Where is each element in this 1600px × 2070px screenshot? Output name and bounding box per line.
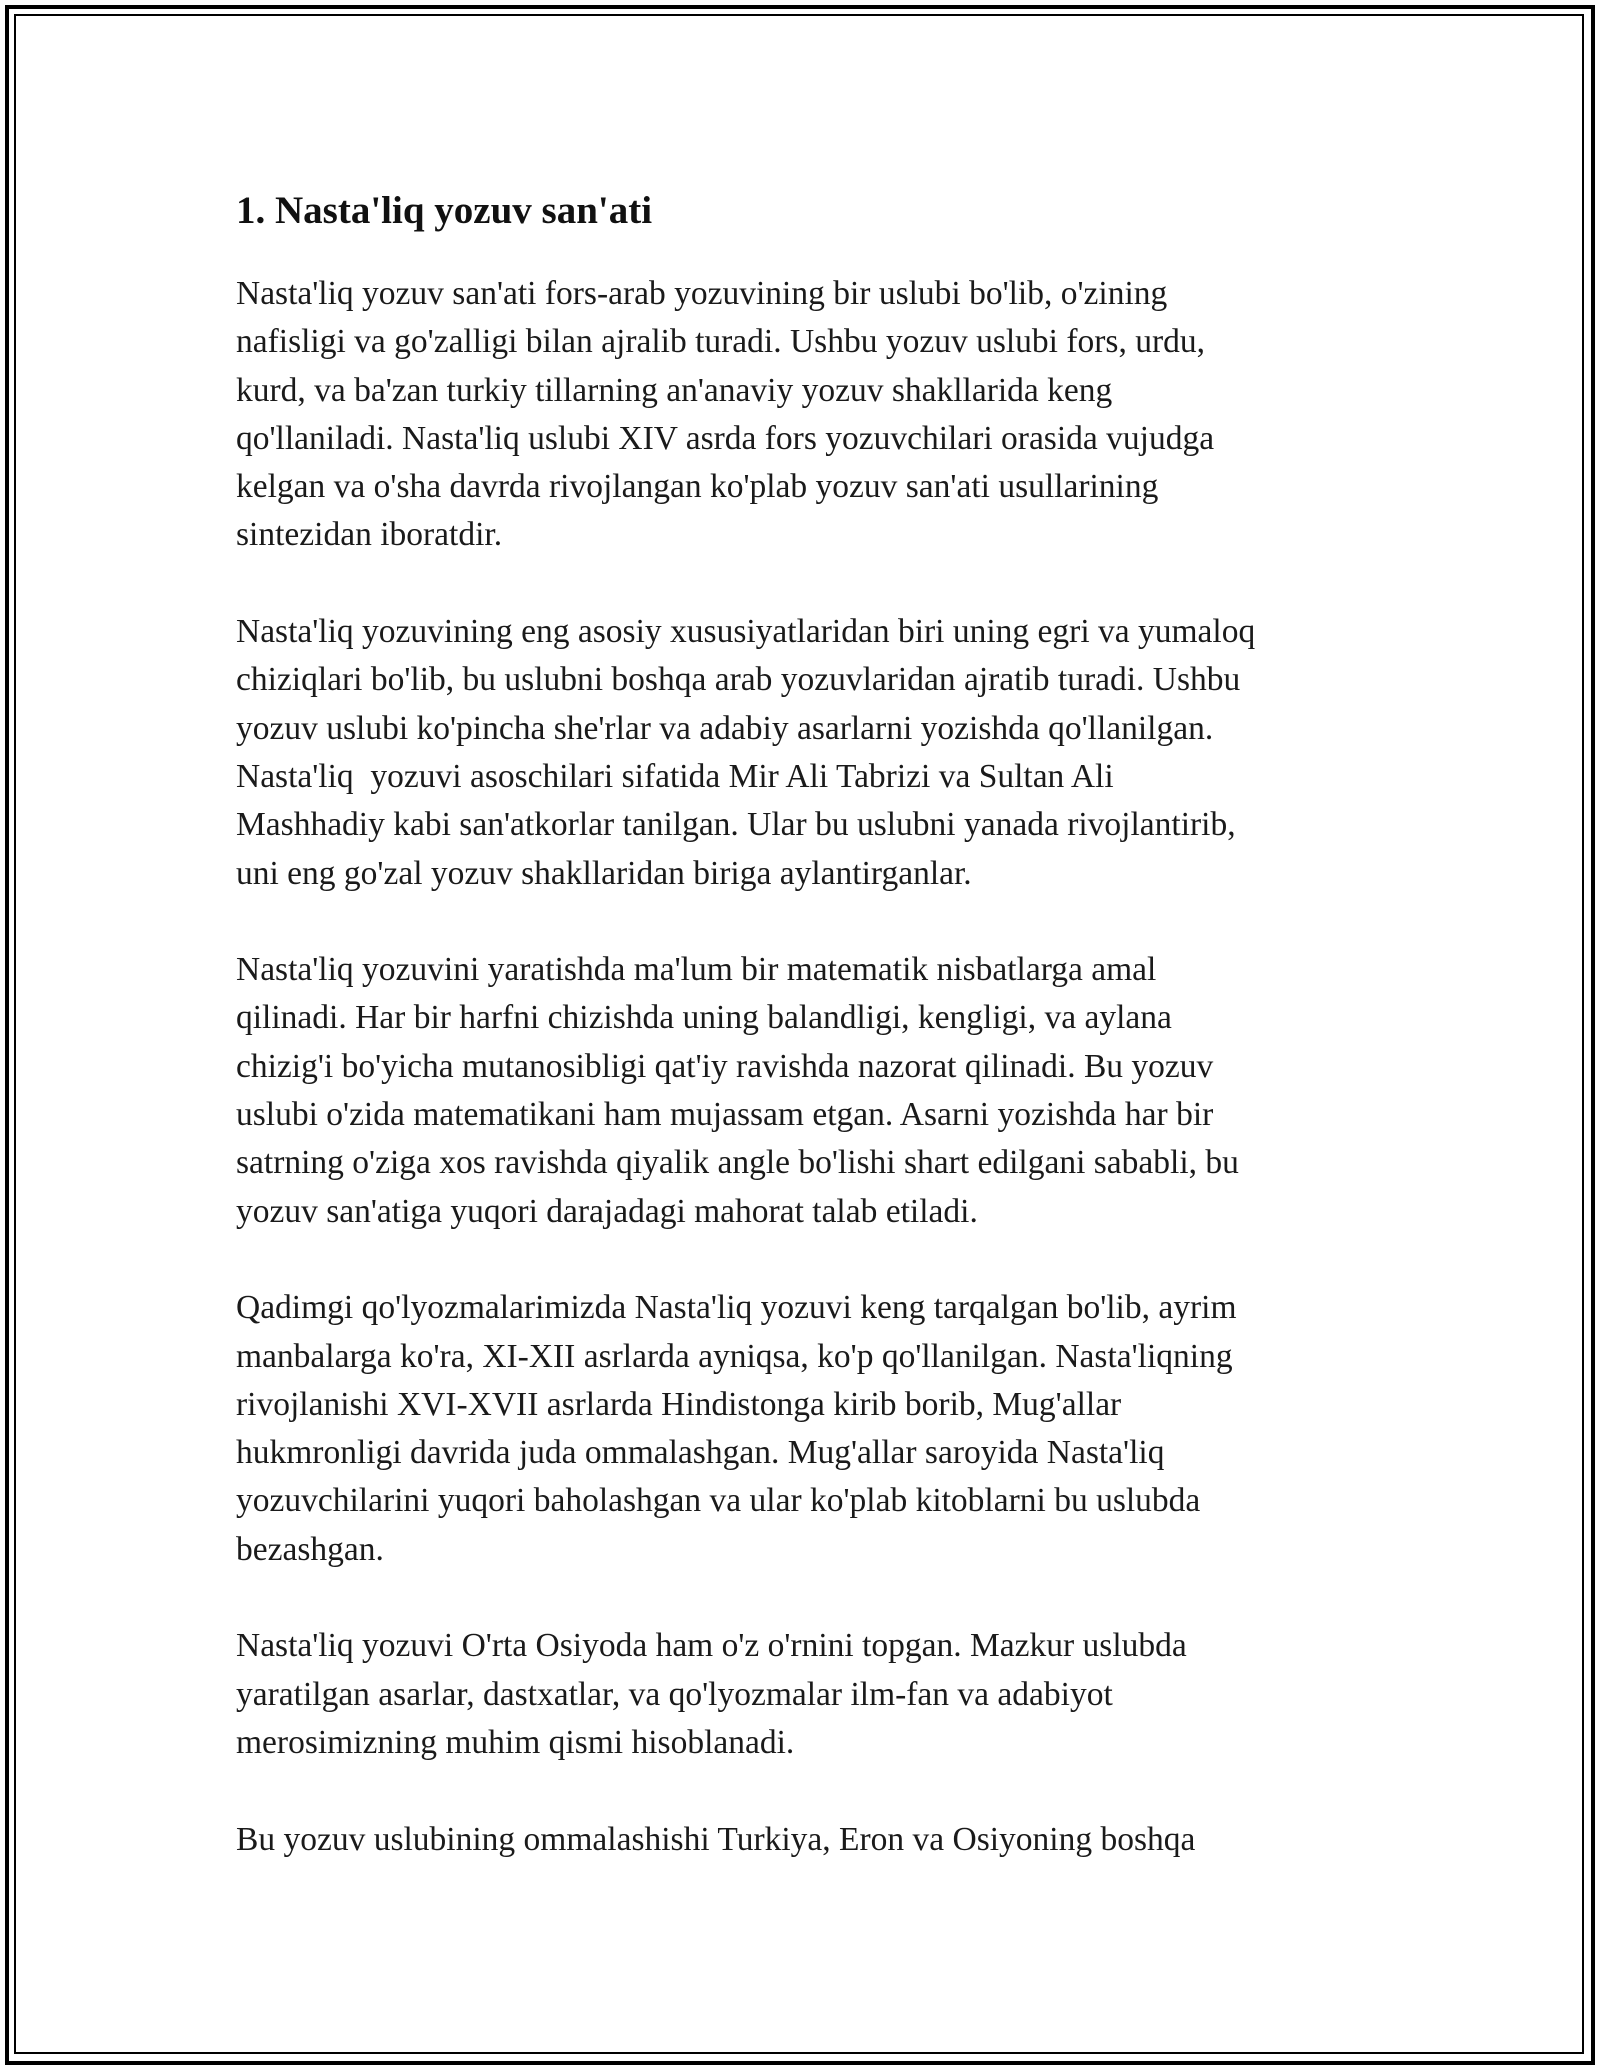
text-line: rivojlanishi XVI-XVII asrlarda Hindistonga kirib borib, Mug'allar — [236, 1385, 1122, 1423]
text-line: sintezidan iboratdir. — [236, 516, 503, 554]
text-line: manbalarga ko'ra, XI-XII asrlarda ayniqsa, ko'p qo'llanilgan. Nasta'liqning — [236, 1337, 1233, 1375]
paragraph-2 — [236, 608, 1366, 898]
paragraph-6 — [236, 1816, 1366, 1864]
text-line: merosimizning muhim qismi hisoblanadi. — [236, 1723, 795, 1761]
text-line: qilinadi. Har bir harfni chizishda uning balandligi, kengligi, va aylana — [236, 999, 1172, 1037]
text-line: Nasta'liq yozuvining eng asosiy xususiyatlaridan biri uning egri va yumaloq — [236, 613, 1256, 651]
text-line: Qadimgi qo'lyozmalarimizda Nasta'liq yozuvi keng tarqalgan bo'lib, ayrim — [236, 1289, 1237, 1327]
text-line: yaratilgan asarlar, dastxatlar, va qo'lyozmalar ilm-fan va adabiyot — [236, 1675, 1113, 1713]
text-line: chiziqlari bo'lib, bu uslubni boshqa arab yozuvlaridan ajratib turadi. Ushbu — [236, 661, 1241, 699]
text-line: nafisligi va go'zalligi bilan ajralib turadi. Ushbu yozuv uslubi fors, urdu, — [236, 323, 1205, 361]
text-line: chizig'i bo'yicha mutanosibligi qat'iy ravishda nazorat qilinadi. Bu yozuv — [236, 1047, 1214, 1085]
text-line: Nasta'liq yozuvini yaratishda ma'lum bir matematik nisbatlarga amal — [236, 951, 1157, 989]
text-line: Nasta'liq yozuvi asoschilari sifatida Mir Ali Tabrizi va Sultan Ali — [236, 757, 1114, 795]
text-line: bezashgan. — [236, 1530, 384, 1568]
text-line: yozuvchilarini yuqori baholashgan va ular ko'plab kitoblarni bu uslubda — [236, 1482, 1201, 1520]
text-line: kurd, va ba'zan turkiy tillarning an'anaviy yozuv shakllarida keng — [236, 371, 1113, 409]
section-heading: 1. Nasta'liq yozuv san'ati — [236, 189, 653, 232]
paragraph-5 — [236, 1622, 1366, 1767]
text-line: yozuv san'atiga yuqori darajadagi mahorat talab etiladi. — [236, 1192, 978, 1230]
text-line: uslubi o'zida matematikani ham mujassam etgan. Asarni yozishda har bir — [236, 1096, 1214, 1134]
paragraph-4 — [236, 1284, 1366, 1574]
text-line: qo'llaniladi. Nasta'liq uslubi XIV asrda fors yozuvchilari orasida vujudga — [236, 419, 1215, 457]
text-line: hukmronligi davrida juda ommalashgan. Mug'allar saroyida Nasta'liq — [236, 1434, 1165, 1472]
paragraph-3 — [236, 946, 1366, 1236]
paragraph-1 — [236, 270, 1366, 560]
text-line: yozuv uslubi ko'pincha she'rlar va adabiy asarlarni yozishda qo'llanilgan. — [236, 709, 1214, 747]
text-line: satrning o'ziga xos ravishda qiyalik angle bo'lishi shart edilgani sababli, bu — [236, 1144, 1239, 1182]
text-line: Mashhadiy kabi san'atkorlar tanilgan. Ular bu uslubni yanada rivojlantirib, — [236, 806, 1236, 844]
text-line: uni eng go'zal yozuv shakllaridan biriga aylantirganlar. — [236, 854, 972, 892]
text-line: Nasta'liq yozuvi O'rta Osiyoda ham o'z o'rnini topgan. Mazkur uslubda — [236, 1627, 1187, 1665]
text-line: Nasta'liq yozuv san'ati fors-arab yozuvining bir uslubi bo'lib, o'zining — [236, 275, 1168, 312]
text-line: Bu yozuv uslubining ommalashishi Turkiya, Eron va Osiyoning boshqa — [236, 1820, 1196, 1858]
document-body — [236, 186, 1366, 1912]
text-line: kelgan va o'sha davrda rivojlangan ko'plab yozuv san'ati usullarining — [236, 468, 1159, 506]
